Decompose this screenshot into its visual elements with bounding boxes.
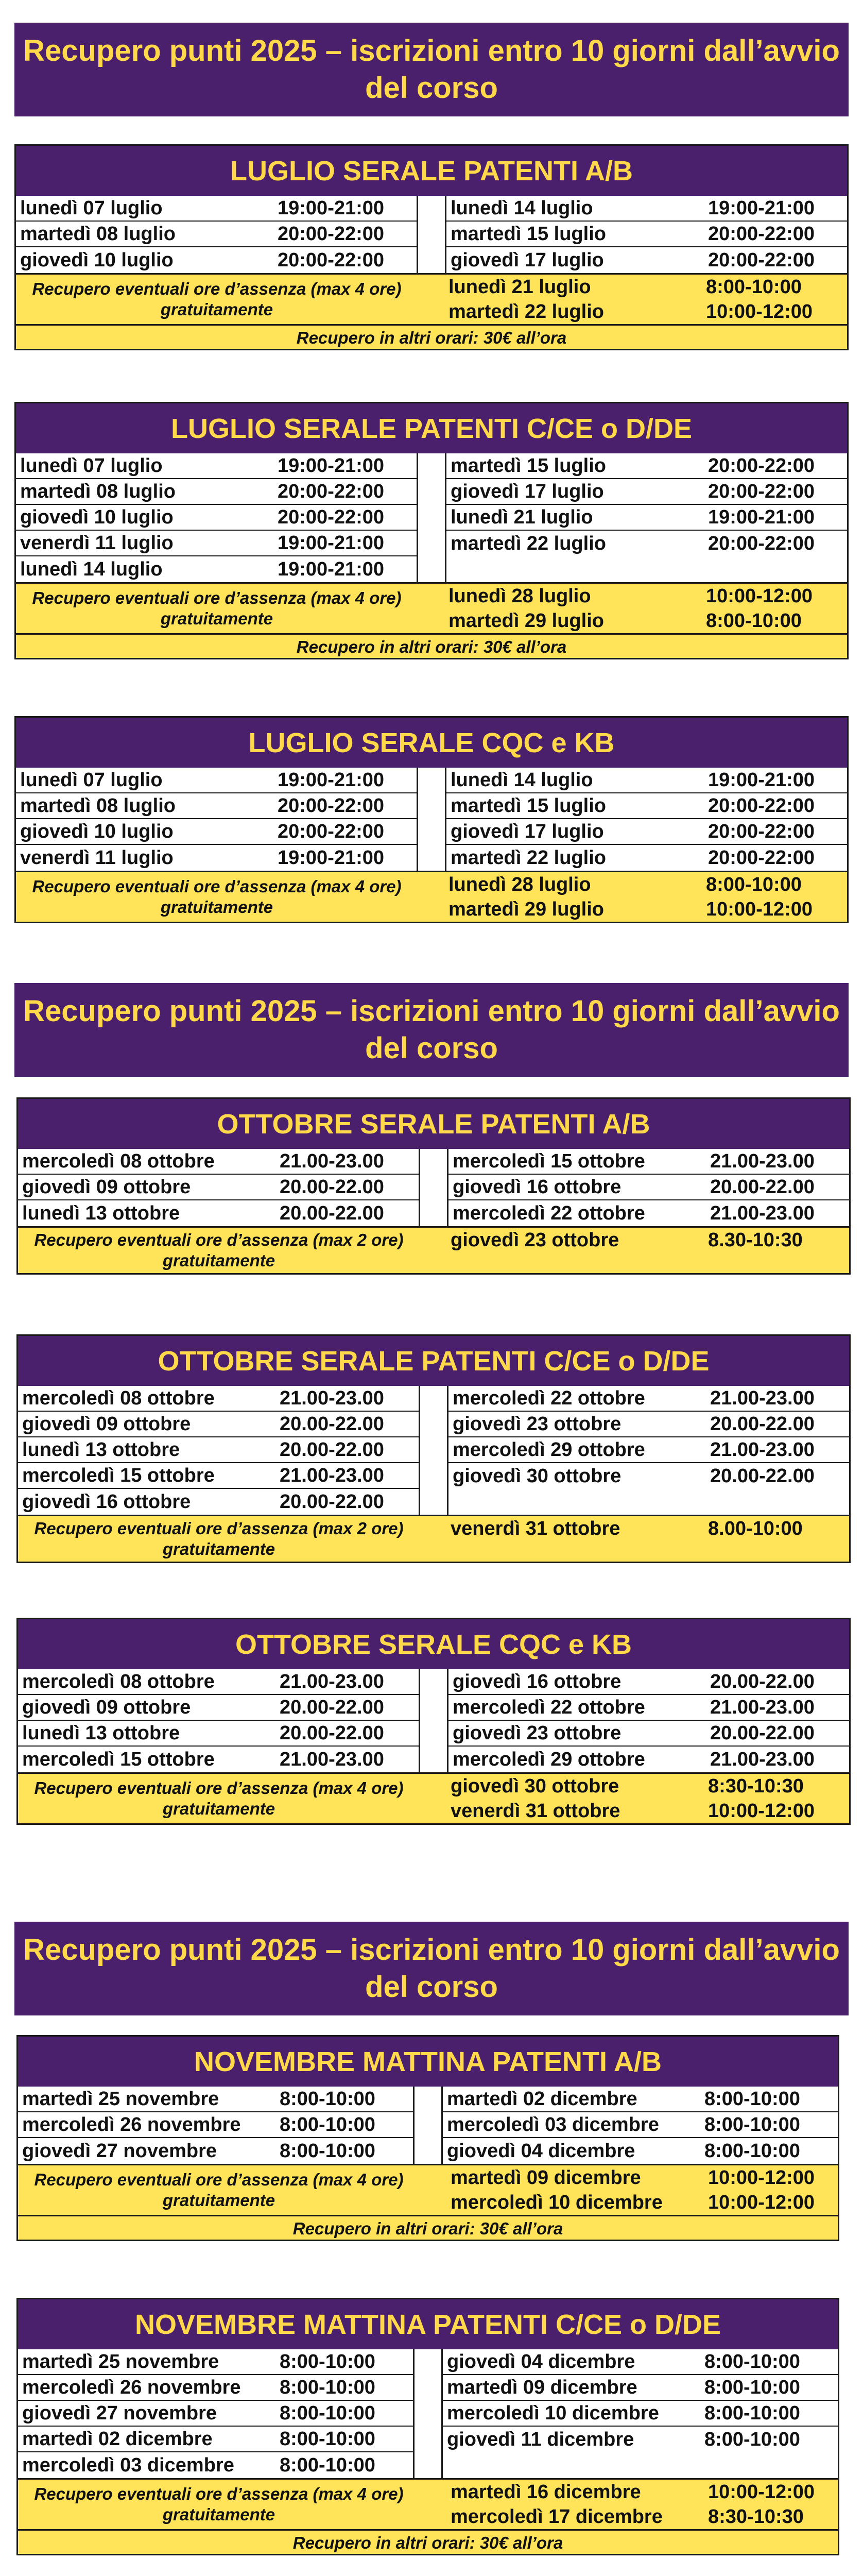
session-date: giovedì 10 luglio xyxy=(20,506,174,528)
schedule-column-left xyxy=(16,196,418,273)
session-time: 8:00-10:00 xyxy=(280,2428,375,2450)
session-date: mercoledì 22 ottobre xyxy=(453,1696,645,1718)
recovery-slot xyxy=(444,608,847,633)
schedule-grid xyxy=(16,1386,851,1515)
schedule-row xyxy=(16,556,417,582)
recovery-slots xyxy=(418,584,847,633)
extra-recovery-note: Recupero in altri orari: 30€ all’ora xyxy=(14,635,849,659)
session-date: martedì 02 dicembre xyxy=(447,2088,637,2110)
schedule-row xyxy=(446,531,847,556)
session-date: martedì 02 dicembre xyxy=(22,2428,213,2450)
session-time: 21.00-23.00 xyxy=(280,1464,384,1486)
schedule-row xyxy=(18,1695,419,1721)
recovery-slot xyxy=(444,299,847,324)
recovery-slots xyxy=(420,1516,849,1562)
recovery-slot xyxy=(444,872,847,897)
schedule-row xyxy=(448,1437,849,1463)
schedule-row xyxy=(16,196,417,222)
extra-recovery-note: Recupero in altri orari: 30€ all’ora xyxy=(14,326,849,350)
session-date: giovedì 30 ottobre xyxy=(453,1465,622,1487)
schedule-row xyxy=(448,1175,849,1200)
schedule-row xyxy=(16,793,417,819)
section-title: OTTOBRE SERALE PATENTI C/CE o D/DE xyxy=(16,1334,851,1386)
session-date: giovedì 17 luglio xyxy=(451,820,604,842)
section-title: OTTOBRE SERALE CQC e KB xyxy=(16,1618,851,1669)
schedule-column-left xyxy=(18,1386,420,1515)
session-date: mercoledì 29 ottobre xyxy=(453,1438,645,1461)
session-time: 20:00-22:00 xyxy=(708,794,815,817)
session-date: mercoledì 03 dicembre xyxy=(22,2454,234,2476)
session-date: lunedì 13 ottobre xyxy=(22,1438,180,1461)
recovery-slots xyxy=(418,275,847,324)
recovery-date: lunedì 21 luglio xyxy=(448,276,591,298)
section-title: LUGLIO SERALE PATENTI C/CE o D/DE xyxy=(14,402,849,453)
session-date: venerdì 11 luglio xyxy=(20,846,174,869)
recovery-date: mercoledì 10 dicembre xyxy=(451,2191,663,2213)
session-date: giovedì 11 dicembre xyxy=(447,2428,634,2450)
recovery-date: martedì 29 luglio xyxy=(448,898,604,920)
schedule-row xyxy=(446,196,847,222)
schedule-row xyxy=(446,505,847,531)
session-date: martedì 25 novembre xyxy=(22,2088,219,2110)
recovery-date: lunedì 28 luglio xyxy=(448,585,591,607)
schedule-row xyxy=(18,2112,413,2138)
session-time: 21.00-23.00 xyxy=(280,1150,384,1172)
schedule-row xyxy=(16,479,417,505)
session-time: 20.00-22.00 xyxy=(710,1176,815,1198)
session-date: giovedì 16 ottobre xyxy=(453,1176,622,1198)
session-date: mercoledì 26 novembre xyxy=(22,2113,241,2136)
session-time: 8:00-10:00 xyxy=(704,2350,800,2372)
recovery-date: venerdì 31 ottobre xyxy=(451,1517,620,1539)
session-date: lunedì 07 luglio xyxy=(20,769,163,791)
schedule-row xyxy=(18,1200,419,1226)
schedule-row xyxy=(18,2375,413,2401)
session-time: 19:00-21:00 xyxy=(278,454,385,477)
session-date: mercoledì 22 ottobre xyxy=(453,1387,645,1409)
session-date: martedì 08 luglio xyxy=(20,794,176,817)
session-time: 19:00-21:00 xyxy=(278,197,385,219)
session-time: 20.00-22.00 xyxy=(710,1465,815,1487)
recovery-slot xyxy=(446,2190,838,2215)
schedule-section xyxy=(14,716,849,923)
recovery-date: giovedì 30 ottobre xyxy=(451,1775,619,1797)
recovery-time: 8:00-10:00 xyxy=(706,609,802,632)
schedule-row xyxy=(448,1200,849,1226)
recovery-box xyxy=(16,1515,851,1563)
session-time: 8:00-10:00 xyxy=(280,2113,375,2136)
session-time: 21.00-23.00 xyxy=(280,1748,384,1770)
schedule-column-left xyxy=(18,1669,420,1772)
schedule-row xyxy=(443,2087,838,2112)
schedule-row xyxy=(18,2138,413,2164)
recovery-note: Recupero eventuali ore d’assenza (max 4 ore) gratuitamente xyxy=(32,588,402,628)
section-title: LUGLIO SERALE PATENTI A/B xyxy=(14,144,849,196)
session-date: mercoledì 26 novembre xyxy=(22,2376,241,2398)
schedule-grid xyxy=(16,1669,851,1772)
schedule-row xyxy=(448,1669,849,1695)
recovery-date: martedì 16 dicembre xyxy=(451,2481,641,2503)
session-time: 20:00-22:00 xyxy=(708,532,815,554)
recovery-box xyxy=(16,1772,851,1825)
session-time: 8:00-10:00 xyxy=(280,2350,375,2372)
schedule-row xyxy=(18,1412,419,1437)
recovery-slot xyxy=(446,2165,838,2190)
schedule-section xyxy=(16,1097,851,1275)
session-time: 20.00-22.00 xyxy=(280,1722,384,1744)
schedule-column-left xyxy=(18,2087,415,2164)
session-date: martedì 22 luglio xyxy=(451,846,606,869)
session-date: giovedì 09 ottobre xyxy=(22,1176,191,1198)
session-date: martedì 22 luglio xyxy=(451,532,606,554)
session-date: mercoledì 15 ottobre xyxy=(453,1150,645,1172)
recovery-box xyxy=(16,2164,839,2216)
session-time: 20.00-22.00 xyxy=(710,1413,815,1435)
recovery-slot xyxy=(444,275,847,299)
recovery-time: 8:30-10:30 xyxy=(708,2505,804,2528)
session-date: giovedì 09 ottobre xyxy=(22,1413,191,1435)
session-time: 8:00-10:00 xyxy=(704,2376,800,2398)
recovery-note: Recupero eventuali ore d’assenza (max 4 ore) gratuitamente xyxy=(34,2484,404,2524)
schedule-row xyxy=(18,1149,419,1175)
session-time: 20:00-22:00 xyxy=(278,249,385,271)
recovery-slot xyxy=(446,1228,849,1252)
session-date: giovedì 04 dicembre xyxy=(447,2140,635,2162)
schedule-row xyxy=(16,453,417,479)
schedule-row xyxy=(446,479,847,505)
session-time: 21.00-23.00 xyxy=(710,1202,815,1224)
schedule-column-right xyxy=(447,1149,849,1226)
section-title: OTTOBRE SERALE PATENTI A/B xyxy=(16,1097,851,1149)
session-time: 21.00-23.00 xyxy=(710,1696,815,1718)
recovery-time: 10:00-12:00 xyxy=(708,2166,815,2189)
session-time: 8:00-10:00 xyxy=(280,2088,375,2110)
recovery-slot xyxy=(446,2480,838,2504)
session-time: 19:00-21:00 xyxy=(278,846,385,869)
session-time: 21.00-23.00 xyxy=(710,1387,815,1409)
recovery-note: Recupero eventuali ore d’assenza (max 4 ore) gratuitamente xyxy=(32,877,402,917)
session-date: mercoledì 15 ottobre xyxy=(22,1748,215,1770)
banner-heading: Recupero punti 2025 – iscrizioni entro 10 giorni dall’avvio del corso xyxy=(14,1922,849,2015)
session-time: 8:00-10:00 xyxy=(704,2088,800,2110)
schedule-row xyxy=(18,1437,419,1463)
schedule-row xyxy=(18,2452,413,2478)
schedule-row xyxy=(16,531,417,556)
session-date: martedì 08 luglio xyxy=(20,223,176,245)
recovery-date: lunedì 28 luglio xyxy=(448,873,591,895)
session-date: giovedì 17 luglio xyxy=(451,480,604,502)
schedule-row xyxy=(443,2138,838,2164)
schedule-row xyxy=(448,1721,849,1747)
session-date: mercoledì 03 dicembre xyxy=(447,2113,659,2136)
session-date: martedì 15 luglio xyxy=(451,223,606,245)
session-date: giovedì 04 dicembre xyxy=(447,2350,635,2372)
schedule-grid xyxy=(16,2087,839,2164)
session-date: giovedì 16 ottobre xyxy=(453,1670,622,1692)
schedule-grid xyxy=(16,2349,839,2478)
session-time: 20.00-22.00 xyxy=(280,1176,384,1198)
recovery-time: 8.30-10:30 xyxy=(708,1229,803,1251)
recovery-slots xyxy=(420,1774,849,1823)
session-time: 20.00-22.00 xyxy=(280,1696,384,1718)
recovery-note: Recupero eventuali ore d’assenza (max 4 ore) gratuitamente xyxy=(34,2170,404,2210)
schedule-row xyxy=(448,1463,849,1489)
schedule-row xyxy=(443,2427,838,2452)
schedule-row xyxy=(16,505,417,531)
recovery-slot xyxy=(446,2504,838,2529)
session-time: 19:00-21:00 xyxy=(708,769,815,791)
session-time: 20.00-22.00 xyxy=(710,1670,815,1692)
session-date: martedì 15 luglio xyxy=(451,454,606,477)
recovery-note: Recupero eventuali ore d’assenza (max 4 ore) gratuitamente xyxy=(32,279,402,319)
schedule-row xyxy=(443,2349,838,2375)
recovery-time: 10:00-12:00 xyxy=(708,2191,815,2213)
session-date: martedì 15 luglio xyxy=(451,794,606,817)
session-time: 20:00-22:00 xyxy=(708,846,815,869)
schedule-grid xyxy=(14,768,849,871)
schedule-section xyxy=(16,2035,839,2241)
recovery-box xyxy=(14,582,849,635)
session-time: 8:00-10:00 xyxy=(704,2428,800,2450)
recovery-time: 10:00-12:00 xyxy=(706,898,813,920)
schedule-row xyxy=(18,1386,419,1412)
session-time: 20.00-22.00 xyxy=(710,1722,815,1744)
session-time: 20:00-22:00 xyxy=(278,223,385,245)
schedule-row xyxy=(446,768,847,793)
session-time: 8:00-10:00 xyxy=(280,2376,375,2398)
schedule-grid xyxy=(14,453,849,582)
banner-heading: Recupero punti 2025 – iscrizioni entro 10 giorni dall’avvio del corso xyxy=(14,23,849,116)
session-time: 8:00-10:00 xyxy=(704,2140,800,2162)
schedule-column-right xyxy=(445,768,847,871)
session-date: lunedì 13 ottobre xyxy=(22,1722,180,1744)
recovery-time: 8.00-10:00 xyxy=(708,1517,803,1539)
session-date: martedì 25 novembre xyxy=(22,2350,219,2372)
session-time: 19:00-21:00 xyxy=(278,532,385,554)
session-date: lunedì 13 ottobre xyxy=(22,1202,180,1224)
section-title: NOVEMBRE MATTINA PATENTI C/CE o D/DE xyxy=(16,2298,839,2349)
recovery-date: mercoledì 17 dicembre xyxy=(451,2505,663,2528)
schedule-row xyxy=(18,1175,419,1200)
session-date: mercoledì 15 ottobre xyxy=(22,1464,215,1486)
recovery-time: 10:00-12:00 xyxy=(706,585,813,607)
session-date: mercoledì 29 ottobre xyxy=(453,1748,645,1770)
session-time: 8:00-10:00 xyxy=(280,2402,375,2424)
session-date: mercoledì 10 dicembre xyxy=(447,2402,659,2424)
session-time: 21.00-23.00 xyxy=(280,1387,384,1409)
recovery-time: 8:30-10:30 xyxy=(708,1775,804,1797)
schedule-row xyxy=(446,819,847,845)
recovery-slots xyxy=(420,2480,838,2529)
recovery-date: giovedì 23 ottobre xyxy=(451,1229,619,1251)
session-date: mercoledì 08 ottobre xyxy=(22,1670,215,1692)
recovery-time: 8:00-10:00 xyxy=(706,873,802,895)
schedule-section xyxy=(14,402,849,659)
recovery-note: Recupero eventuali ore d’assenza (max 2 ore) gratuitamente xyxy=(34,1230,404,1270)
schedule-row xyxy=(16,222,417,247)
schedule-row xyxy=(16,247,417,273)
schedule-column-right xyxy=(445,196,847,273)
session-date: lunedì 07 luglio xyxy=(20,454,163,477)
session-time: 20:00-22:00 xyxy=(708,223,815,245)
schedule-row xyxy=(448,1386,849,1412)
session-date: giovedì 10 luglio xyxy=(20,249,174,271)
extra-recovery-note: Recupero in altri orari: 30€ all’ora xyxy=(16,2531,839,2555)
schedule-row xyxy=(443,2112,838,2138)
session-date: lunedì 07 luglio xyxy=(20,197,163,219)
schedule-column-left xyxy=(16,768,418,871)
session-time: 21.00-23.00 xyxy=(280,1670,384,1692)
session-date: giovedì 23 ottobre xyxy=(453,1413,622,1435)
recovery-date: venerdì 31 ottobre xyxy=(451,1800,620,1822)
session-date: martedì 08 luglio xyxy=(20,480,176,502)
session-time: 20:00-22:00 xyxy=(278,506,385,528)
schedule-grid xyxy=(14,196,849,273)
schedule-row xyxy=(18,2427,413,2452)
session-time: 19:00-21:00 xyxy=(708,506,815,528)
schedule-row xyxy=(16,819,417,845)
schedule-row xyxy=(448,1412,849,1437)
recovery-box xyxy=(14,871,849,923)
recovery-box xyxy=(14,273,849,326)
schedule-column-right xyxy=(447,1386,849,1515)
schedule-row xyxy=(446,453,847,479)
schedule-row xyxy=(446,247,847,273)
session-date: giovedì 16 ottobre xyxy=(22,1490,191,1513)
schedule-section xyxy=(14,144,849,350)
schedule-row xyxy=(18,1747,419,1772)
session-date: giovedì 17 luglio xyxy=(451,249,604,271)
section-title: NOVEMBRE MATTINA PATENTI A/B xyxy=(16,2035,839,2087)
recovery-date: martedì 29 luglio xyxy=(448,609,604,632)
recovery-box xyxy=(16,1226,851,1275)
schedule-row xyxy=(18,2349,413,2375)
schedule-row xyxy=(446,845,847,871)
session-date: lunedì 21 luglio xyxy=(451,506,593,528)
recovery-date: martedì 09 dicembre xyxy=(451,2166,641,2189)
schedule-row xyxy=(446,222,847,247)
recovery-time: 10:00-12:00 xyxy=(708,2481,815,2503)
session-time: 19:00-21:00 xyxy=(278,558,385,580)
schedule-row xyxy=(18,2087,413,2112)
schedule-column-right xyxy=(447,1669,849,1772)
session-time: 21.00-23.00 xyxy=(710,1150,815,1172)
recovery-slot xyxy=(444,897,847,922)
recovery-slots xyxy=(420,1228,849,1273)
session-time: 19:00-21:00 xyxy=(708,197,815,219)
schedule-column-left xyxy=(16,453,418,582)
recovery-time: 8:00-10:00 xyxy=(706,276,802,298)
schedule-column-left xyxy=(18,1149,420,1226)
schedule-row xyxy=(443,2401,838,2427)
schedule-column-right xyxy=(441,2349,838,2478)
recovery-slot xyxy=(444,584,847,608)
session-date: lunedì 14 luglio xyxy=(451,197,593,219)
schedule-row xyxy=(448,1747,849,1772)
session-time: 8:00-10:00 xyxy=(280,2140,375,2162)
schedule-row xyxy=(18,2401,413,2427)
session-time: 20.00-22.00 xyxy=(280,1413,384,1435)
session-time: 21.00-23.00 xyxy=(710,1438,815,1461)
schedule-row xyxy=(448,1695,849,1721)
schedule-column-right xyxy=(441,2087,838,2164)
schedule-row xyxy=(446,793,847,819)
session-time: 20:00-22:00 xyxy=(708,480,815,502)
schedule-row xyxy=(443,2375,838,2401)
schedule-row xyxy=(18,1489,419,1515)
session-time: 20:00-22:00 xyxy=(278,820,385,842)
recovery-time: 10:00-12:00 xyxy=(706,300,813,323)
recovery-time: 10:00-12:00 xyxy=(708,1800,815,1822)
recovery-note: Recupero eventuali ore d’assenza (max 4 ore) gratuitamente xyxy=(34,1778,404,1818)
session-date: martedì 09 dicembre xyxy=(447,2376,637,2398)
schedule-section xyxy=(16,1334,851,1563)
session-time: 21.00-23.00 xyxy=(710,1748,815,1770)
schedule-row xyxy=(16,768,417,793)
schedule-row xyxy=(18,1721,419,1747)
session-time: 8:00-10:00 xyxy=(704,2402,800,2424)
banner-heading: Recupero punti 2025 – iscrizioni entro 10 giorni dall’avvio del corso xyxy=(14,983,849,1077)
session-date: venerdì 11 luglio xyxy=(20,532,174,554)
schedule-row xyxy=(16,845,417,871)
session-date: giovedì 27 novembre xyxy=(22,2140,217,2162)
session-date: giovedì 09 ottobre xyxy=(22,1696,191,1718)
session-date: giovedì 10 luglio xyxy=(20,820,174,842)
session-time: 8:00-10:00 xyxy=(280,2454,375,2476)
session-time: 20:00-22:00 xyxy=(278,794,385,817)
recovery-note: Recupero eventuali ore d’assenza (max 2 ore) gratuitamente xyxy=(34,1519,404,1558)
schedule-column-right xyxy=(445,453,847,582)
session-date: mercoledì 22 ottobre xyxy=(453,1202,645,1224)
session-time: 20.00-22.00 xyxy=(280,1202,384,1224)
recovery-box xyxy=(16,2478,839,2531)
session-date: giovedì 27 novembre xyxy=(22,2402,217,2424)
recovery-date: martedì 22 luglio xyxy=(448,300,604,323)
session-time: 20.00-22.00 xyxy=(280,1490,384,1513)
schedule-column-left xyxy=(18,2349,415,2478)
recovery-slots xyxy=(418,872,847,922)
recovery-slot xyxy=(446,1799,849,1823)
extra-recovery-note: Recupero in altri orari: 30€ all’ora xyxy=(16,2216,839,2241)
session-time: 20.00-22.00 xyxy=(280,1438,384,1461)
session-time: 8:00-10:00 xyxy=(704,2113,800,2136)
schedule-row xyxy=(18,1463,419,1489)
section-title: LUGLIO SERALE CQC e KB xyxy=(14,716,849,768)
schedule-row xyxy=(448,1149,849,1175)
recovery-slots xyxy=(420,2165,838,2215)
session-date: lunedì 14 luglio xyxy=(20,558,163,580)
session-time: 20:00-22:00 xyxy=(708,454,815,477)
session-time: 20:00-22:00 xyxy=(708,820,815,842)
session-date: mercoledì 08 ottobre xyxy=(22,1150,215,1172)
schedule-row xyxy=(18,1669,419,1695)
schedule-grid xyxy=(16,1149,851,1226)
schedule-section xyxy=(16,2298,839,2555)
session-time: 20:00-22:00 xyxy=(708,249,815,271)
session-time: 19:00-21:00 xyxy=(278,769,385,791)
schedule-section xyxy=(16,1618,851,1825)
recovery-slot xyxy=(446,1774,849,1799)
recovery-slot xyxy=(446,1516,849,1541)
session-time: 20:00-22:00 xyxy=(278,480,385,502)
session-date: mercoledì 08 ottobre xyxy=(22,1387,215,1409)
session-date: lunedì 14 luglio xyxy=(451,769,593,791)
session-date: giovedì 23 ottobre xyxy=(453,1722,622,1744)
